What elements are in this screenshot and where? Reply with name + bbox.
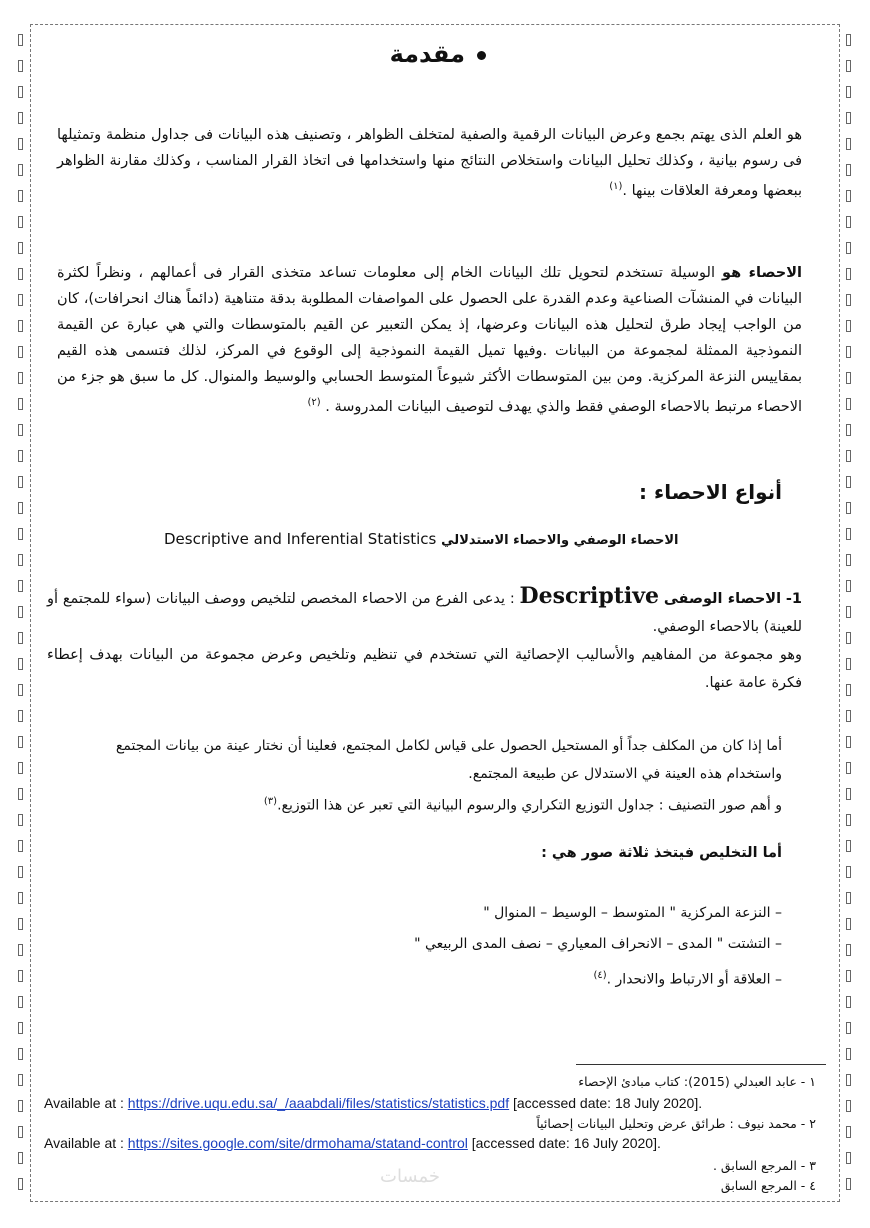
border-mark (18, 710, 23, 722)
border-mark (18, 684, 23, 696)
border-mark (846, 320, 851, 332)
footnote-2-ar: ٢ - محمد نيوف : طرائق عرض وتحليل البيانات إحصائياً (536, 1116, 816, 1131)
border-mark (846, 736, 851, 748)
border-mark (18, 892, 23, 904)
border-mark (846, 892, 851, 904)
border-mark (846, 554, 851, 566)
border-mark (18, 944, 23, 956)
border-mark (846, 944, 851, 956)
border-mark (846, 658, 851, 670)
footnote-1-link[interactable]: https://drive.uqu.edu.sa/_/aaabdali/files/statistics/statistics.pdf (127, 1095, 510, 1111)
border-mark (18, 658, 23, 670)
border-mark (846, 1178, 851, 1190)
border-mark (846, 294, 851, 306)
footnote-1-en: Available at : https://drive.uqu.edu.sa/_/aaabdali/files/statistics/statistics.pdf [accessed date: 18 July 2020]. (44, 1095, 703, 1111)
border-mark (846, 138, 851, 150)
border-mark (18, 502, 23, 514)
border-mark (846, 580, 851, 592)
document-body (44, 40, 826, 1200)
watermark: خمسات (380, 1166, 441, 1187)
border-mark (846, 606, 851, 618)
border-mark (846, 476, 851, 488)
border-mark (18, 424, 23, 436)
footnote-2-link[interactable]: https://sites.google.com/site/drmohama/statand-control (127, 1135, 468, 1151)
border-mark (18, 164, 23, 176)
border-mark (846, 502, 851, 514)
border-mark (18, 840, 23, 852)
footnote-2-en: Available at : https://sites.google.com/site/drmohama/statand-control [accessed date: 16 July 2020]. (44, 1135, 661, 1151)
footnote-separator (576, 1064, 826, 1065)
border-mark (846, 450, 851, 462)
types-heading: أنواع الاحصاء : (639, 480, 782, 504)
border-mark (846, 1100, 851, 1112)
border-mark (18, 970, 23, 982)
border-mark (18, 216, 23, 228)
border-mark (18, 528, 23, 540)
border-mark (846, 398, 851, 410)
summary-heading: أما التخليص فيتخذ ثلاثة صور هي : (541, 845, 782, 861)
border-mark (846, 866, 851, 878)
border-mark (18, 1178, 23, 1190)
intro-paragraph: هو العلم الذى يهتم بجمع وعرض البيانات الرقمية والصفية لمتخلف الظواهر ، وتصنيف هذه البيانات فى جداول منظمة وتمثيلها فى رسوم بيانية ، وكذلك تحليل البيانات واستخلاص النتائج منها واستخدامها فى اتخاذ القرار المناسب ، وكذلك مقارنة الظواهر ببعضها ومعرفة العلاقات بينها .$^{(١)}$ (57, 127, 802, 199)
border-mark (846, 710, 851, 722)
list-item: – العلاقة أو الارتباط والانحدار .$^{(٤)}$ (414, 960, 782, 996)
border-mark (18, 918, 23, 930)
border-mark (846, 814, 851, 826)
border-mark (846, 788, 851, 800)
border-mark (846, 632, 851, 644)
border-mark (18, 1152, 23, 1164)
border-mark (846, 840, 851, 852)
border-mark (18, 866, 23, 878)
border-mark (18, 1074, 23, 1086)
definition-paragraph: الاحصاء هو الوسيلة تستخدم لتحويل تلك البيانات الخام إلى معلومات تساعد متخذى القرار فى أعمالهم ، ونظراً لكثرة البيانات في المنشآت الصناعية وعدم القدرة على الحصول على المواصفات المطلوبة بدقة متناهية (دائماً هناك انحرافات)، كان من الواجب إيجاد طرق لتحليل هذه البيانات وعرضها، إذ يمكن التعبير عن القيم بالمتوسطات والتي هي عبارة عن القيمة النموذجية الممثلة لمجموعة من البيانات .وفيها تميل القيمة النموذجية إلى الوقوع في المركز، لذلك فتسمى هذه القيم بمقاييس النزعة المركزية. ومن بين المتوسطات الأكثر شيوعاً المتوسط الحسابي والوسيط والمنوال. كل ما سبق هو جزء من الاحصاء مرتبط بالاحصاء الوصفي فقط والذي يهدف لتوصيف البيانات المدروسة . $^{(٢)}$ (57, 265, 802, 415)
border-mark (18, 242, 23, 254)
list-item: – النزعة المركزية " المتوسط – الوسيط – المنوال " (414, 898, 782, 929)
border-mark (18, 346, 23, 358)
border-mark (846, 216, 851, 228)
list-item: – التشتت " المدى – الانحراف المعياري – نصف المدى الربيعي " (414, 929, 782, 960)
border-mark (18, 1126, 23, 1138)
border-mark (18, 762, 23, 774)
border-mark (846, 190, 851, 202)
border-mark (846, 1048, 851, 1060)
border-mark (18, 450, 23, 462)
border-mark (18, 736, 23, 748)
border-mark (18, 1022, 23, 1034)
border-mark (18, 372, 23, 384)
footnote-1-ar: ١ - عابد العبدلي (2015): كتاب مبادئ الإحصاء (578, 1074, 816, 1089)
summary-list (414, 898, 782, 996)
types-subtitle: Descriptive and Inferential Statistics الاحصاء الوصفي والاحصاء الاستدلالي (164, 530, 679, 548)
footnote-4: ٤ - المرجع السابق (720, 1178, 816, 1193)
border-mark (18, 1048, 23, 1060)
border-mark (846, 970, 851, 982)
border-mark (18, 606, 23, 618)
border-mark (846, 372, 851, 384)
border-mark (846, 918, 851, 930)
bullet-icon (477, 51, 486, 60)
border-mark (846, 1126, 851, 1138)
border-mark (18, 632, 23, 644)
border-mark (846, 268, 851, 280)
border-mark (18, 138, 23, 150)
border-mark (846, 684, 851, 696)
inference-paragraph: أما إذا كان من المكلف جداً أو المستحيل الحصول على قياس لكامل المجتمع، فعلينا أن نختار عينة من بيانات المجتمع واستخدام هذه العينة في الاستدلال عن طبيعة المجتمع. و أهم صور التصنيف : جداول التوزيع التكراري والرسوم البيانية التي تعبر عن هذا التوزيع.$^{(٣)}$ (115, 738, 782, 814)
border-mark (846, 164, 851, 176)
border-mark (846, 346, 851, 358)
border-mark (18, 190, 23, 202)
border-mark (18, 554, 23, 566)
border-mark (846, 1022, 851, 1034)
border-mark (846, 1152, 851, 1164)
border-mark (18, 34, 23, 46)
border-mark (846, 424, 851, 436)
border-mark (846, 996, 851, 1008)
border-mark (18, 60, 23, 72)
border-mark (846, 762, 851, 774)
border-mark (846, 528, 851, 540)
border-mark (18, 580, 23, 592)
border-mark (18, 1100, 23, 1112)
border-mark (18, 814, 23, 826)
border-mark (18, 996, 23, 1008)
border-mark (18, 294, 23, 306)
border-mark (846, 242, 851, 254)
border-mark (18, 476, 23, 488)
border-mark (18, 398, 23, 410)
border-mark (846, 86, 851, 98)
footnote-3: ٣ - المرجع السابق . (712, 1158, 816, 1173)
border-mark (18, 112, 23, 124)
border-mark (18, 86, 23, 98)
border-mark (18, 788, 23, 800)
border-mark (846, 112, 851, 124)
border-mark (846, 34, 851, 46)
border-mark (846, 60, 851, 72)
page-title: مقدمة (390, 40, 486, 68)
descriptive-section: 1- الاحصاء الوصفى Descriptive : يدعى الفرع من الاحصاء المخصص لتلخيص ووصف البيانات (سواء للمجتمع أو للعينة) بالاحصاء الوصفي. وهو مجموعة من المفاهيم والأساليب الإحصائية التي تستخدم في تنظيم وتلخيص وعرض مجموعة من البيانات بهدف إعطاء فكرة عامة عنها. (47, 583, 803, 691)
border-mark (18, 268, 23, 280)
border-mark (846, 1074, 851, 1086)
border-mark (18, 320, 23, 332)
